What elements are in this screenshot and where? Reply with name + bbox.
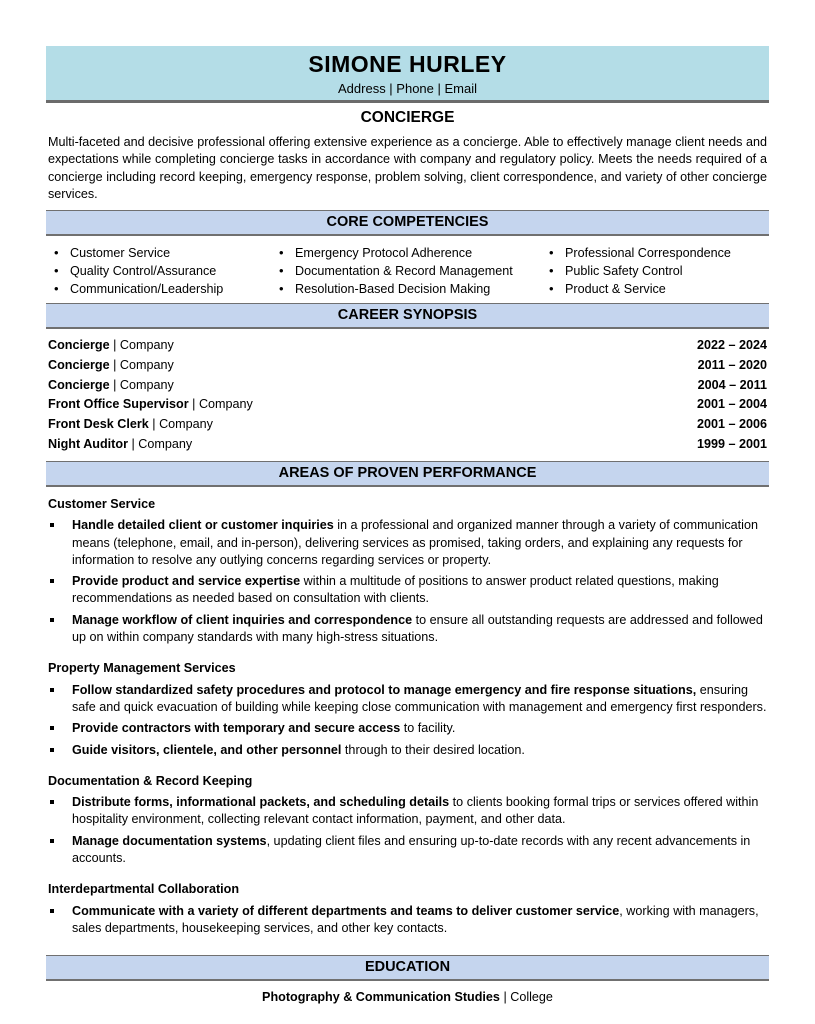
bullet-text: to clients booking formal trips or services offered within hospitality environment, collecting relevant contact information, payment, and other data. [72, 795, 759, 827]
career-dates: 1999 – 2001 [696, 436, 767, 451]
square-bullet-icon [50, 523, 54, 527]
career-company: Company [159, 417, 213, 432]
career-dates: 2011 – 2020 [697, 357, 767, 372]
bullet-lead: Provide product and service expertise [72, 574, 301, 589]
performance-list [48, 496, 767, 951]
section-areas-of-proven-performance: AREAS OF PROVEN PERFORMANCE [46, 461, 769, 487]
competencies-col-3 [541, 244, 731, 298]
performance-group-title: Property Management Services [48, 661, 236, 676]
square-bullet-icon [50, 688, 54, 692]
performance-group [48, 496, 767, 646]
career-dates: 2022 – 2024 [696, 338, 767, 352]
job-title: CONCIERGE [360, 109, 455, 126]
square-bullet-icon [50, 618, 54, 622]
summary-paragraph: Multi-faceted and decisive professional offering extensive experience as a concierge. Able to effectively manage client needs and expectations while completing concierge tasks in accordance with company and regulatory policy. Meets the needs required of a concierge including record keeping, emergency response, problem solving, client correspondence, and variety of other concierge services. [48, 135, 767, 201]
career-dates: 2001 – 2006 [696, 417, 767, 432]
competency-item: • Communication/Leadership [46, 280, 223, 298]
career-role: Concierge [48, 357, 110, 372]
bullet-lead: Guide visitors, clientele, and other personnel [72, 742, 342, 757]
performance-group [48, 660, 767, 758]
bullet-text: within a multitude of positions to answer product related questions, making recommendations as needed based on consultation with clients. [72, 574, 719, 606]
career-company: Company [119, 357, 174, 372]
bullet-lead: Handle detailed client or customer inquiries [72, 518, 334, 533]
bullet-lead: Provide contractors with temporary and secure access [72, 721, 401, 736]
education-entry: Photography & Communication Studies | College [262, 990, 553, 1004]
career-company: Company [119, 377, 174, 392]
competency-item: • Public Safety Control [541, 262, 731, 280]
career-role: Concierge [48, 377, 110, 392]
competency-item: • Emergency Protocol Adherence [271, 244, 513, 262]
section-core-competencies: CORE COMPETENCIES [46, 210, 769, 236]
bullet-lead: Distribute forms, informational packets, and scheduling details [72, 795, 450, 810]
bullet-text: in a professional and organized manner through a variety of communication means (telephone, email, and in-person), delivering services as promised, taking orders, and explaining any requests for information to resolve any outlying concerns regarding services or property. [72, 518, 758, 567]
square-bullet-icon [50, 579, 54, 583]
contact-line: Address | Phone | Email [338, 81, 477, 96]
section-education: EDUCATION [46, 955, 769, 981]
career-row: Concierge | Company 2004 – 2011 [48, 377, 767, 392]
competency-item: • Professional Correspondence [541, 244, 731, 262]
competency-item: • Documentation & Record Management [271, 262, 513, 280]
career-dates: 2004 – 2011 [697, 377, 767, 392]
performance-bullet [48, 573, 767, 608]
bullet-lead: Manage workflow of client inquiries and correspondence [72, 612, 413, 627]
competencies-col-2 [271, 244, 513, 298]
performance-bullet [48, 682, 767, 717]
performance-bullet [48, 612, 767, 647]
career-row: Front Desk Clerk | Company 2001 – 2006 [48, 417, 767, 432]
candidate-name: SIMONE HURLEY [308, 51, 507, 77]
education-degree: Photography & Communication Studies [262, 990, 500, 1004]
bullet-text: through to their desired location. [341, 742, 525, 757]
career-list [48, 338, 767, 457]
section-career-synopsis: CAREER SYNOPSIS [46, 303, 769, 329]
career-company: Company [138, 436, 193, 451]
performance-group-title: Customer Service [48, 497, 156, 511]
square-bullet-icon [50, 726, 54, 730]
career-role: Concierge [48, 338, 110, 352]
career-row: Concierge | Company 2011 – 2020 [48, 357, 767, 372]
career-dates: 2001 – 2004 [696, 397, 767, 412]
performance-group-title: Documentation & Record Keeping [48, 773, 253, 788]
career-row: Front Office Supervisor | Company 2001 – 2004 [48, 397, 767, 412]
education-school: College [510, 990, 553, 1004]
performance-bullet [48, 833, 767, 868]
performance-bullet [48, 720, 767, 737]
performance-bullet [48, 794, 767, 829]
competency-item: • Resolution-Based Decision Making [271, 280, 513, 298]
career-role: Night Auditor [48, 436, 128, 451]
career-role: Front Desk Clerk [48, 417, 149, 432]
competency-item: • Customer Service [46, 244, 223, 262]
square-bullet-icon [50, 839, 54, 843]
bullet-lead: Manage documentation systems [72, 833, 267, 848]
career-company: Company [119, 338, 174, 352]
square-bullet-icon [50, 800, 54, 804]
performance-group-title: Interdepartmental Collaboration [48, 882, 240, 897]
competencies-col-1 [46, 244, 223, 298]
career-row: Concierge | Company 2022 – 2024 [48, 338, 767, 352]
bullet-text: , updating client files and ensuring up-to-date records with any recent advancements in accounts. [72, 833, 751, 866]
header-band [46, 46, 769, 103]
performance-group [48, 773, 767, 867]
performance-bullet [48, 742, 767, 759]
square-bullet-icon [50, 909, 54, 913]
bullet-lead: Communicate with a variety of different departments and teams to deliver customer service [72, 903, 620, 918]
career-company: Company [198, 397, 253, 412]
performance-bullet [48, 903, 767, 938]
competency-item: • Quality Control/Assurance [46, 262, 223, 280]
bullet-lead: Follow standardized safety procedures and protocol to manage emergency and fire response situations, [72, 682, 697, 697]
bullet-text: ensuring safe and quick evacuation of building while keeping close communication with management and emergency first responders. [72, 682, 767, 714]
competency-item: • Product & Service [541, 280, 731, 298]
bullet-text: to ensure all outstanding requests are addressed and followed up on within company standards with many high-stress situations. [72, 612, 763, 645]
bullet-text: to facility. [400, 721, 456, 736]
performance-group [48, 881, 767, 937]
square-bullet-icon [50, 748, 54, 752]
performance-bullet [48, 517, 767, 569]
career-role: Front Office Supervisor [48, 397, 189, 412]
career-row: Night Auditor | Company 1999 – 2001 [48, 436, 767, 451]
bullet-text: , working with managers, sales departments, housekeeping services, and other key contacts. [72, 903, 759, 935]
